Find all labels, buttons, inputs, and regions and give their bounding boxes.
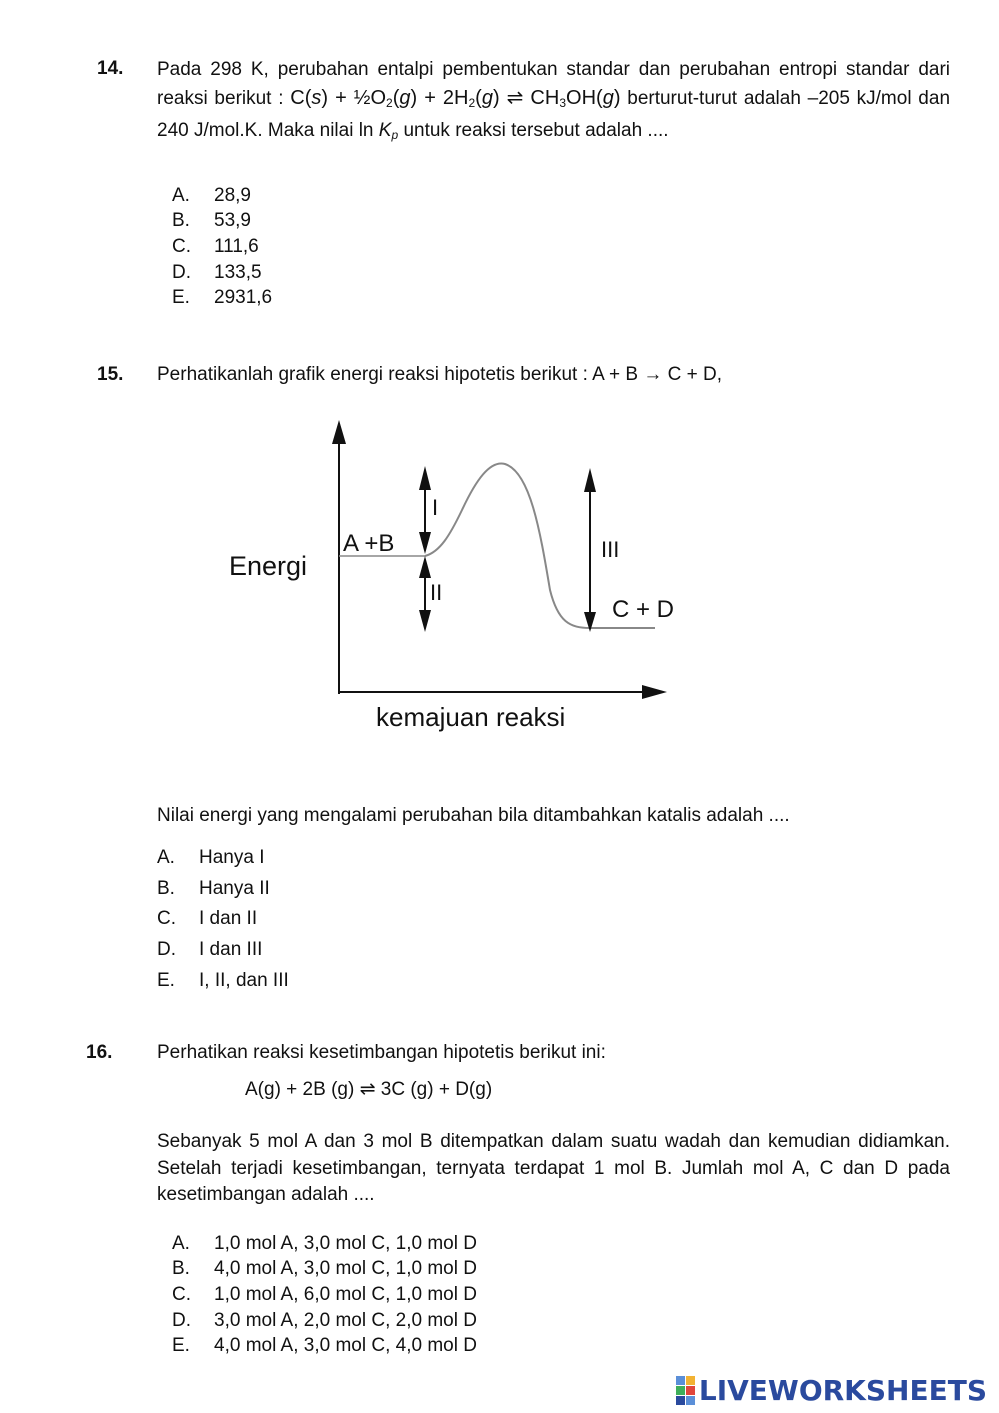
q15-text: Perhatikanlah grafik energi reaksi hipotetis berikut : A + B → C + D, <box>157 364 723 385</box>
q14-equation: $C(s) + \frac{1}{2}O_2(g) + 2H_2(g)$ ⇌ $CH_3OH(g)$ <box>290 87 621 110</box>
q14-number: 14. <box>97 58 124 79</box>
label-ii: II <box>430 580 443 605</box>
label-i: I <box>432 495 439 520</box>
q16-option-c[interactable]: C. 1,0 mol A, 6,0 mol C, 1,0 mol D <box>172 1283 477 1305</box>
x-axis-arrowhead <box>642 685 667 699</box>
q14-option-a[interactable]: A. 28,9 <box>172 184 251 206</box>
x-axis-label: kemajuan reaksi <box>376 702 566 732</box>
q16-description: Sebanyak 5 mol A dan 3 mol B ditempatkan dalam suatu wadah dan kemudian didiamkan. Setelah terjadi kesetimbangan, ternyata terdapat 1 mol B. Jumlah mol A, C dan D pada kesetimbangan adalah .... <box>157 1131 950 1205</box>
q16-option-d[interactable]: D. 3,0 mol A, 2,0 mol C, 2,0 mol D <box>172 1309 477 1331</box>
liveworksheets-wordmark: LIVEWORKSHEETS <box>698 1374 987 1407</box>
label-iii: III <box>601 537 620 562</box>
q16-equation: A(g) + 2B (g) ⇌ 3C (g) + D(g) <box>245 1079 493 1100</box>
q15-option-d[interactable]: D. I dan III <box>157 939 263 961</box>
q14-option-e[interactable]: E. 2931,6 <box>172 287 273 309</box>
arrow-ii-top-head <box>419 556 431 578</box>
q15-option-a[interactable]: A. Hanya I <box>157 847 265 869</box>
q15-options <box>157 843 289 996</box>
q16-option-e[interactable]: E. 4,0 mol A, 3,0 mol C, 4,0 mol D <box>172 1335 477 1357</box>
q15-option-b[interactable]: B. Hanya II <box>157 877 270 899</box>
q16-text: Perhatikan reaksi kesetimbangan hipotetis berikut ini: <box>157 1042 606 1063</box>
q16-option-b[interactable]: B. 4,0 mol A, 3,0 mol C, 1,0 mol D <box>172 1258 477 1280</box>
q14-text-part-c: untuk reaksi tersebut adalah .... <box>403 120 669 141</box>
q14-option-b[interactable]: B. 53,9 <box>172 210 251 232</box>
q14-option-c[interactable]: C. 111,6 <box>172 235 259 257</box>
arrow-i-bottom-head <box>419 532 431 554</box>
reactants-label: A +B <box>343 530 395 557</box>
q14-kp: $K_p$ <box>378 120 399 142</box>
q16-number: 16. <box>86 1042 113 1063</box>
q14-text-part-a: Pada 298 K, perubahan entalpi pembentukan standar dan perubahan entropi standar dari reaksi berikut : <box>157 59 950 109</box>
arrow-ii-bottom-head <box>419 610 431 632</box>
q15-question: Nilai energi yang mengalami perubahan bila ditambahkan katalis adalah .... <box>157 805 790 826</box>
q15-number: 15. <box>97 364 124 385</box>
arrow-i-top-head <box>419 466 431 490</box>
q15-option-c[interactable]: C. I dan II <box>157 908 258 930</box>
q16-options <box>172 1231 477 1359</box>
liveworksheets-logo-icon <box>676 1376 695 1405</box>
liveworksheets-logo[interactable] <box>676 1374 987 1407</box>
q14-text-part-b: berturut-turut adalah –205 kJ/mol dan 240 J/mol.K. Maka nilai ln <box>157 88 951 141</box>
y-axis-label: Energi <box>229 551 308 581</box>
products-label: C + D <box>612 596 675 623</box>
y-axis-arrowhead <box>332 420 346 444</box>
q15-option-e[interactable]: E. I, II, dan III <box>157 969 289 991</box>
q14-option-d[interactable]: D. 133,5 <box>172 261 262 283</box>
q16-option-a[interactable]: A. 1,0 mol A, 3,0 mol C, 1,0 mol D <box>172 1232 477 1254</box>
arrow-iii-top-head <box>584 468 596 492</box>
